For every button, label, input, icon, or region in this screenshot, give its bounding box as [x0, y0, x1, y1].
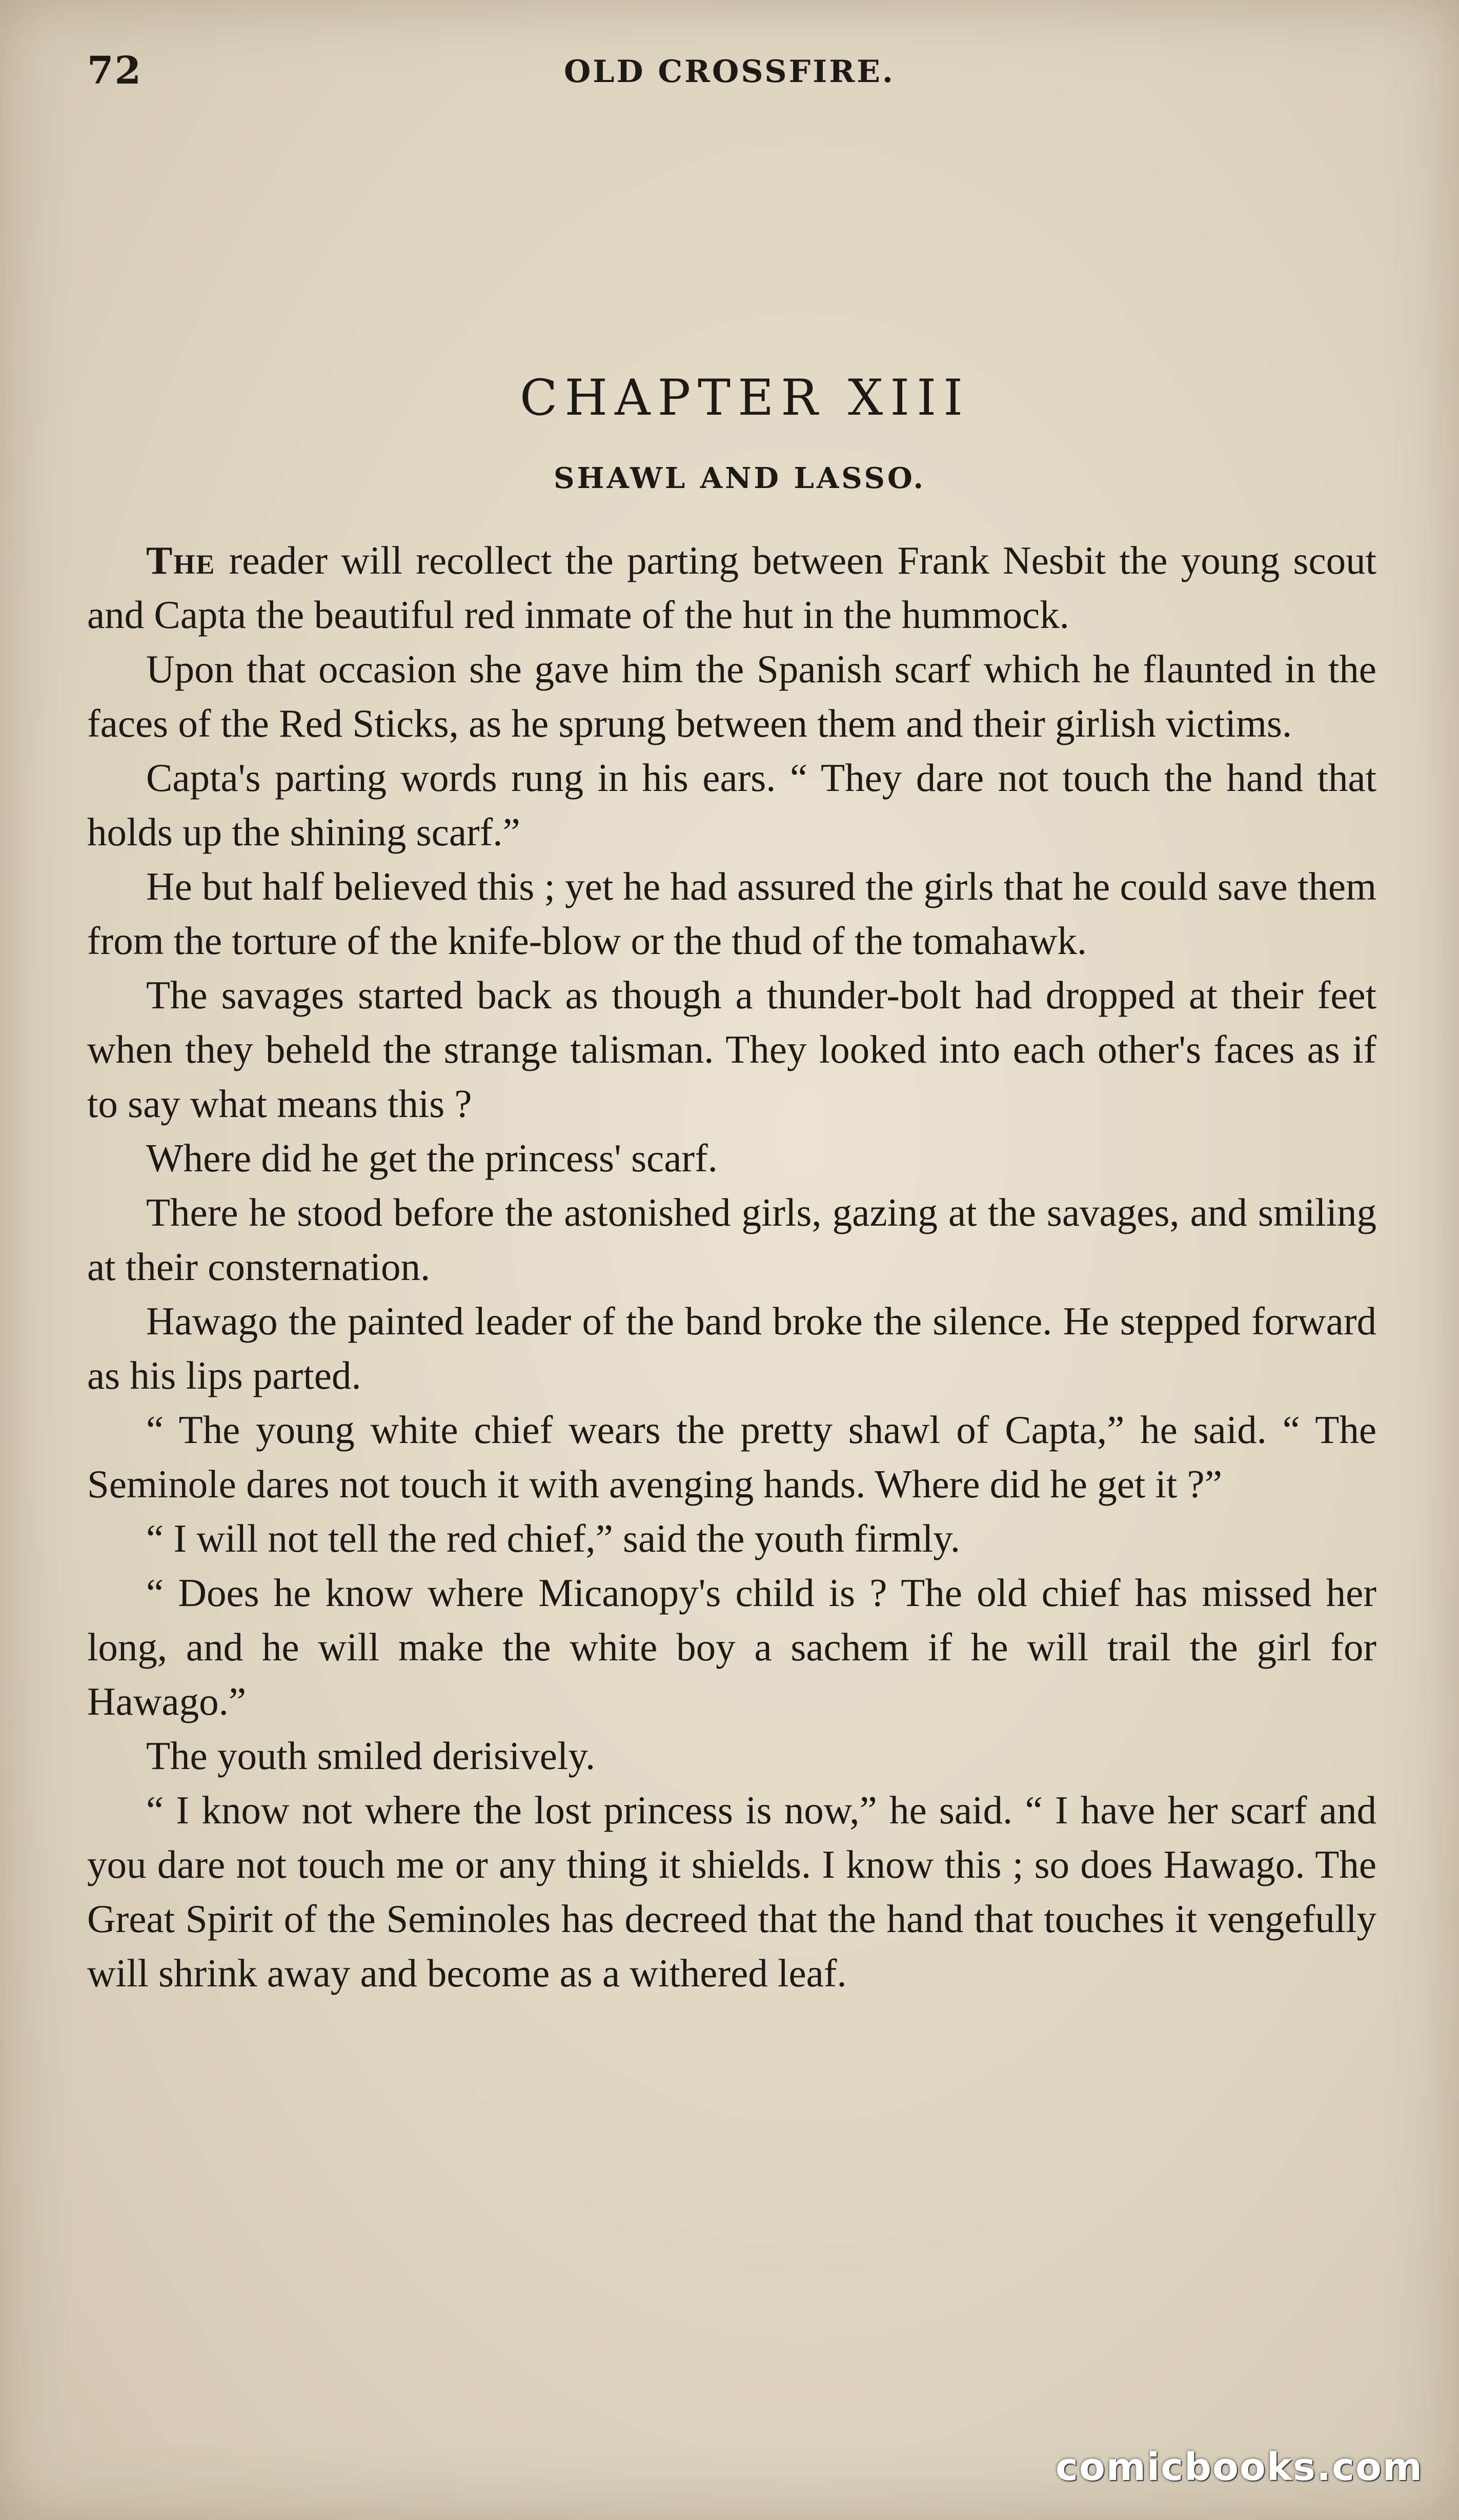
paragraph-lead-word: The [146, 538, 216, 582]
paragraph [87, 1783, 1376, 2000]
running-head [82, 49, 1379, 95]
paragraph-text: He but half believed this ; yet he had assured the girls that he could save them from the torture of the knife-blow or the thud of the tomahawk. [87, 864, 1376, 963]
paragraph [87, 1566, 1376, 1729]
paragraph [87, 1729, 1376, 1783]
paragraph [87, 859, 1376, 968]
paragraph-text: “ Does he know where Micanopy's child is ? The old chief has missed her long, and he will make the white boy a sachem if he will trail the girl for Hawago.” [87, 1571, 1376, 1723]
watermark: comicbooks.com [1056, 2445, 1423, 2489]
paragraph-text: Hawago the painted leader of the band broke the silence. He stepped forward as his lips parted. [87, 1299, 1376, 1397]
paragraph [87, 1294, 1376, 1403]
paragraph [87, 1511, 1376, 1566]
paragraph-text: “ The young white chief wears the pretty shawl of Capta,” he said. “ The Seminole dares not touch it with avenging hands. Where did he get it ?” [87, 1408, 1376, 1506]
paragraph-text: The youth smiled derisively. [146, 1734, 596, 1778]
chapter-title: CHAPTER XIII [519, 369, 970, 426]
paragraph [87, 1131, 1376, 1185]
paragraph [87, 968, 1376, 1131]
paragraph-text: Where did he get the princess' scarf. [146, 1136, 718, 1180]
paragraph-text: reader will recollect the parting between Frank Nesbit the young scout and Capta the beautiful red inmate of the hut in the hummock. [87, 538, 1376, 637]
paragraph-text: “ I know not where the lost princess is now,” he said. “ I have her scarf and you dare not touch me or any thing it shields. I know this ; so does Hawago. The Great Spirit of the Seminoles has decreed that the hand that touches it vengefully will shrink away and become as a withered leaf. [87, 1788, 1376, 1995]
paragraph-text: There he stood before the astonished girls, gazing at the savages, and smiling at their consternation. [87, 1190, 1376, 1289]
paragraph [87, 533, 1376, 642]
page-number: 72 [87, 49, 142, 93]
paragraph-text: Upon that occasion she gave him the Spanish scarf which he flaunted in the faces of the Red Sticks, as he sprung between them and their girlish victims. [87, 647, 1376, 745]
body-text [87, 533, 1376, 2000]
paragraph-text: Capta's parting words rung in his ears. “ They dare not touch the hand that holds up the shining scarf.” [87, 756, 1376, 854]
paragraph [87, 750, 1376, 859]
chapter-subtitle: SHAWL AND LASSO. [554, 461, 926, 495]
paragraph [87, 1185, 1376, 1294]
running-title: OLD CROSSFIRE. [564, 54, 895, 90]
paragraph-text: The savages started back as though a thunder-bolt had dropped at their feet when they beheld the strange talisman. They looked into each other's faces as if to say what means this ? [87, 973, 1376, 1126]
paragraph [87, 642, 1376, 750]
paragraph [87, 1403, 1376, 1511]
paragraph-text: “ I will not tell the red chief,” said the youth firmly. [146, 1516, 961, 1560]
